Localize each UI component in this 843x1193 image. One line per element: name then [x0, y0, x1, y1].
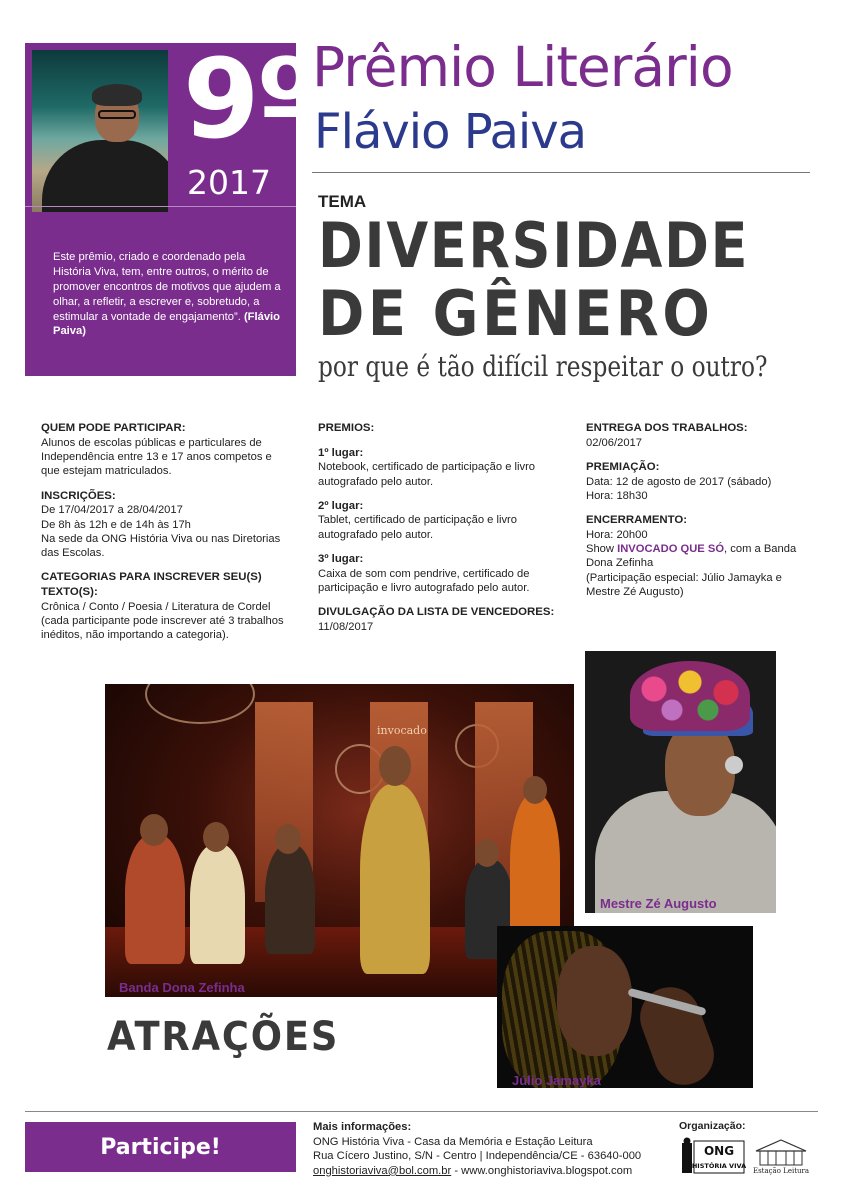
award-title: PREMIAÇÃO:	[586, 460, 660, 473]
logo-ong-text: ONG	[703, 1144, 735, 1158]
band-caption: Banda Dona Zefinha	[119, 980, 245, 995]
delivery-title: ENTREGA DOS TRABALHOS:	[586, 422, 748, 434]
prizes-title: PREMIOS:	[318, 422, 375, 434]
prize-3-title: 3º lugar:	[318, 553, 364, 566]
prize-title: Prêmio Literário	[312, 35, 733, 99]
edition-number: 9º	[183, 35, 314, 163]
julio-photo	[497, 926, 753, 1088]
estacao-leitura-logo	[752, 1137, 810, 1175]
prize-2-title: 2º lugar:	[318, 499, 364, 512]
categories-note: (cada participante pode inscrever até 3 trabalhos inéditos, não importando a categoria).	[41, 615, 284, 642]
registration-hours: De 8h às 12h e de 14h às 17h	[41, 518, 191, 531]
registration-dates: De 17/04/2017 a 28/04/2017	[41, 504, 183, 517]
info-column-3	[586, 421, 811, 599]
who-title: QUEM PODE PARTICIPAR:	[41, 422, 186, 434]
contact-address: Rua Cícero Justino, S/N - Centro | Independência/CE - 63640-000	[313, 1150, 642, 1163]
award-date: Data: 12 de agosto de 2017 (sábado)	[586, 475, 772, 488]
theme-label: TEMA	[318, 192, 367, 211]
closing-title: ENCERRAMENTO:	[586, 514, 688, 527]
info-column-1	[41, 421, 291, 643]
site-link[interactable]: www.onghistoriaviva.blogspot.com	[461, 1164, 633, 1177]
info-column-2	[318, 421, 558, 634]
participate-button[interactable]: Participe!	[25, 1122, 296, 1172]
contact-title: Mais informações:	[313, 1121, 412, 1133]
ong-historia-viva-logo	[680, 1137, 746, 1175]
edition-year: 2017	[187, 163, 271, 202]
award-time: Hora: 18h30	[586, 489, 648, 502]
author-quote	[53, 250, 286, 339]
categories-text: Crônica / Conto / Poesia / Literatura de Cordel	[41, 600, 271, 613]
theme-line1: DIVERSIDADE	[318, 209, 750, 282]
banner-text: invocado	[377, 724, 427, 737]
registration-place: Na sede da ONG História Viva ou nas Diretorias das Escolas.	[41, 532, 281, 560]
email-link[interactable]: onghistoriaviva@bol.com.br	[313, 1164, 452, 1177]
contact-info	[313, 1120, 673, 1178]
categories-title: CATEGORIAS PARA INSCREVER SEU(S) TEXTO(S):	[41, 571, 262, 599]
logo-ong-sub: HISTÓRIA VIVA	[691, 1162, 746, 1170]
mestre-caption: Mestre Zé Augusto	[600, 896, 717, 911]
closing-special: (Participação especial: Júlio Jamayka e Mestre Zé Augusto)	[586, 571, 782, 599]
prize-2-text: Tablet, certificado de participação e livro autografado pelo autor.	[318, 514, 517, 541]
closing-show: Show INVOCADO QUE SÓ, com a Banda Dona Zefinha	[586, 543, 797, 570]
who-text: Alunos de escolas públicas e particulares de Independência entre 13 e 17 anos competos e que estejam matriculados.	[41, 436, 272, 478]
attractions-heading: ATRAÇÕES	[107, 1014, 340, 1060]
theme-line2: DE GÊNERO	[318, 277, 714, 350]
registration-title: INSCRIÇÕES:	[41, 489, 116, 502]
show-name: INVOCADO QUE SÓ	[617, 543, 725, 556]
delivery-date: 02/06/2017	[586, 436, 642, 449]
closing-time: Hora: 20h00	[586, 528, 648, 541]
title-divider	[312, 172, 810, 173]
prize-3-text: Caixa de som com pendrive, certificado de participação e livro autografado pelo autor.	[318, 567, 530, 595]
prize-1-text: Notebook, certificado de participação e livro autografado pelo autor.	[318, 461, 536, 488]
winners-list-title: DIVULGAÇÃO DA LISTA DE VENCEDORES:	[318, 606, 555, 619]
organization-title: Organização:	[679, 1120, 746, 1132]
logo-estacao-text: Estação Leitura	[752, 1167, 810, 1175]
author-photo	[32, 50, 168, 212]
prize-name: Flávio Paiva	[314, 104, 587, 160]
footer-divider	[25, 1111, 818, 1112]
mestre-photo	[585, 651, 776, 913]
contact-links: onghistoriaviva@bol.com.br - www.onghistoriaviva.blogspot.com	[313, 1164, 633, 1177]
theme-subtitle: por que é tão difícil respeitar o outro?	[318, 350, 768, 383]
prize-1-title: 1º lugar:	[318, 446, 364, 459]
box-divider	[25, 206, 296, 207]
quote-author: (Flávio Paiva)	[53, 310, 280, 338]
quote-text: Este prêmio, criado e coordenado pela História Viva, tem, entre outros, o mérito de promover encontros de motivos que ajudem a olhar, a refletir, a escrever e, sobretudo, a estimular a vontade de engajamento”.	[53, 251, 281, 323]
winners-list-date: 11/08/2017	[318, 620, 374, 633]
julio-caption: Júlio Jamayka	[512, 1073, 601, 1088]
contact-org: ONG História Viva - Casa da Memória e Estação Leitura	[313, 1135, 593, 1148]
